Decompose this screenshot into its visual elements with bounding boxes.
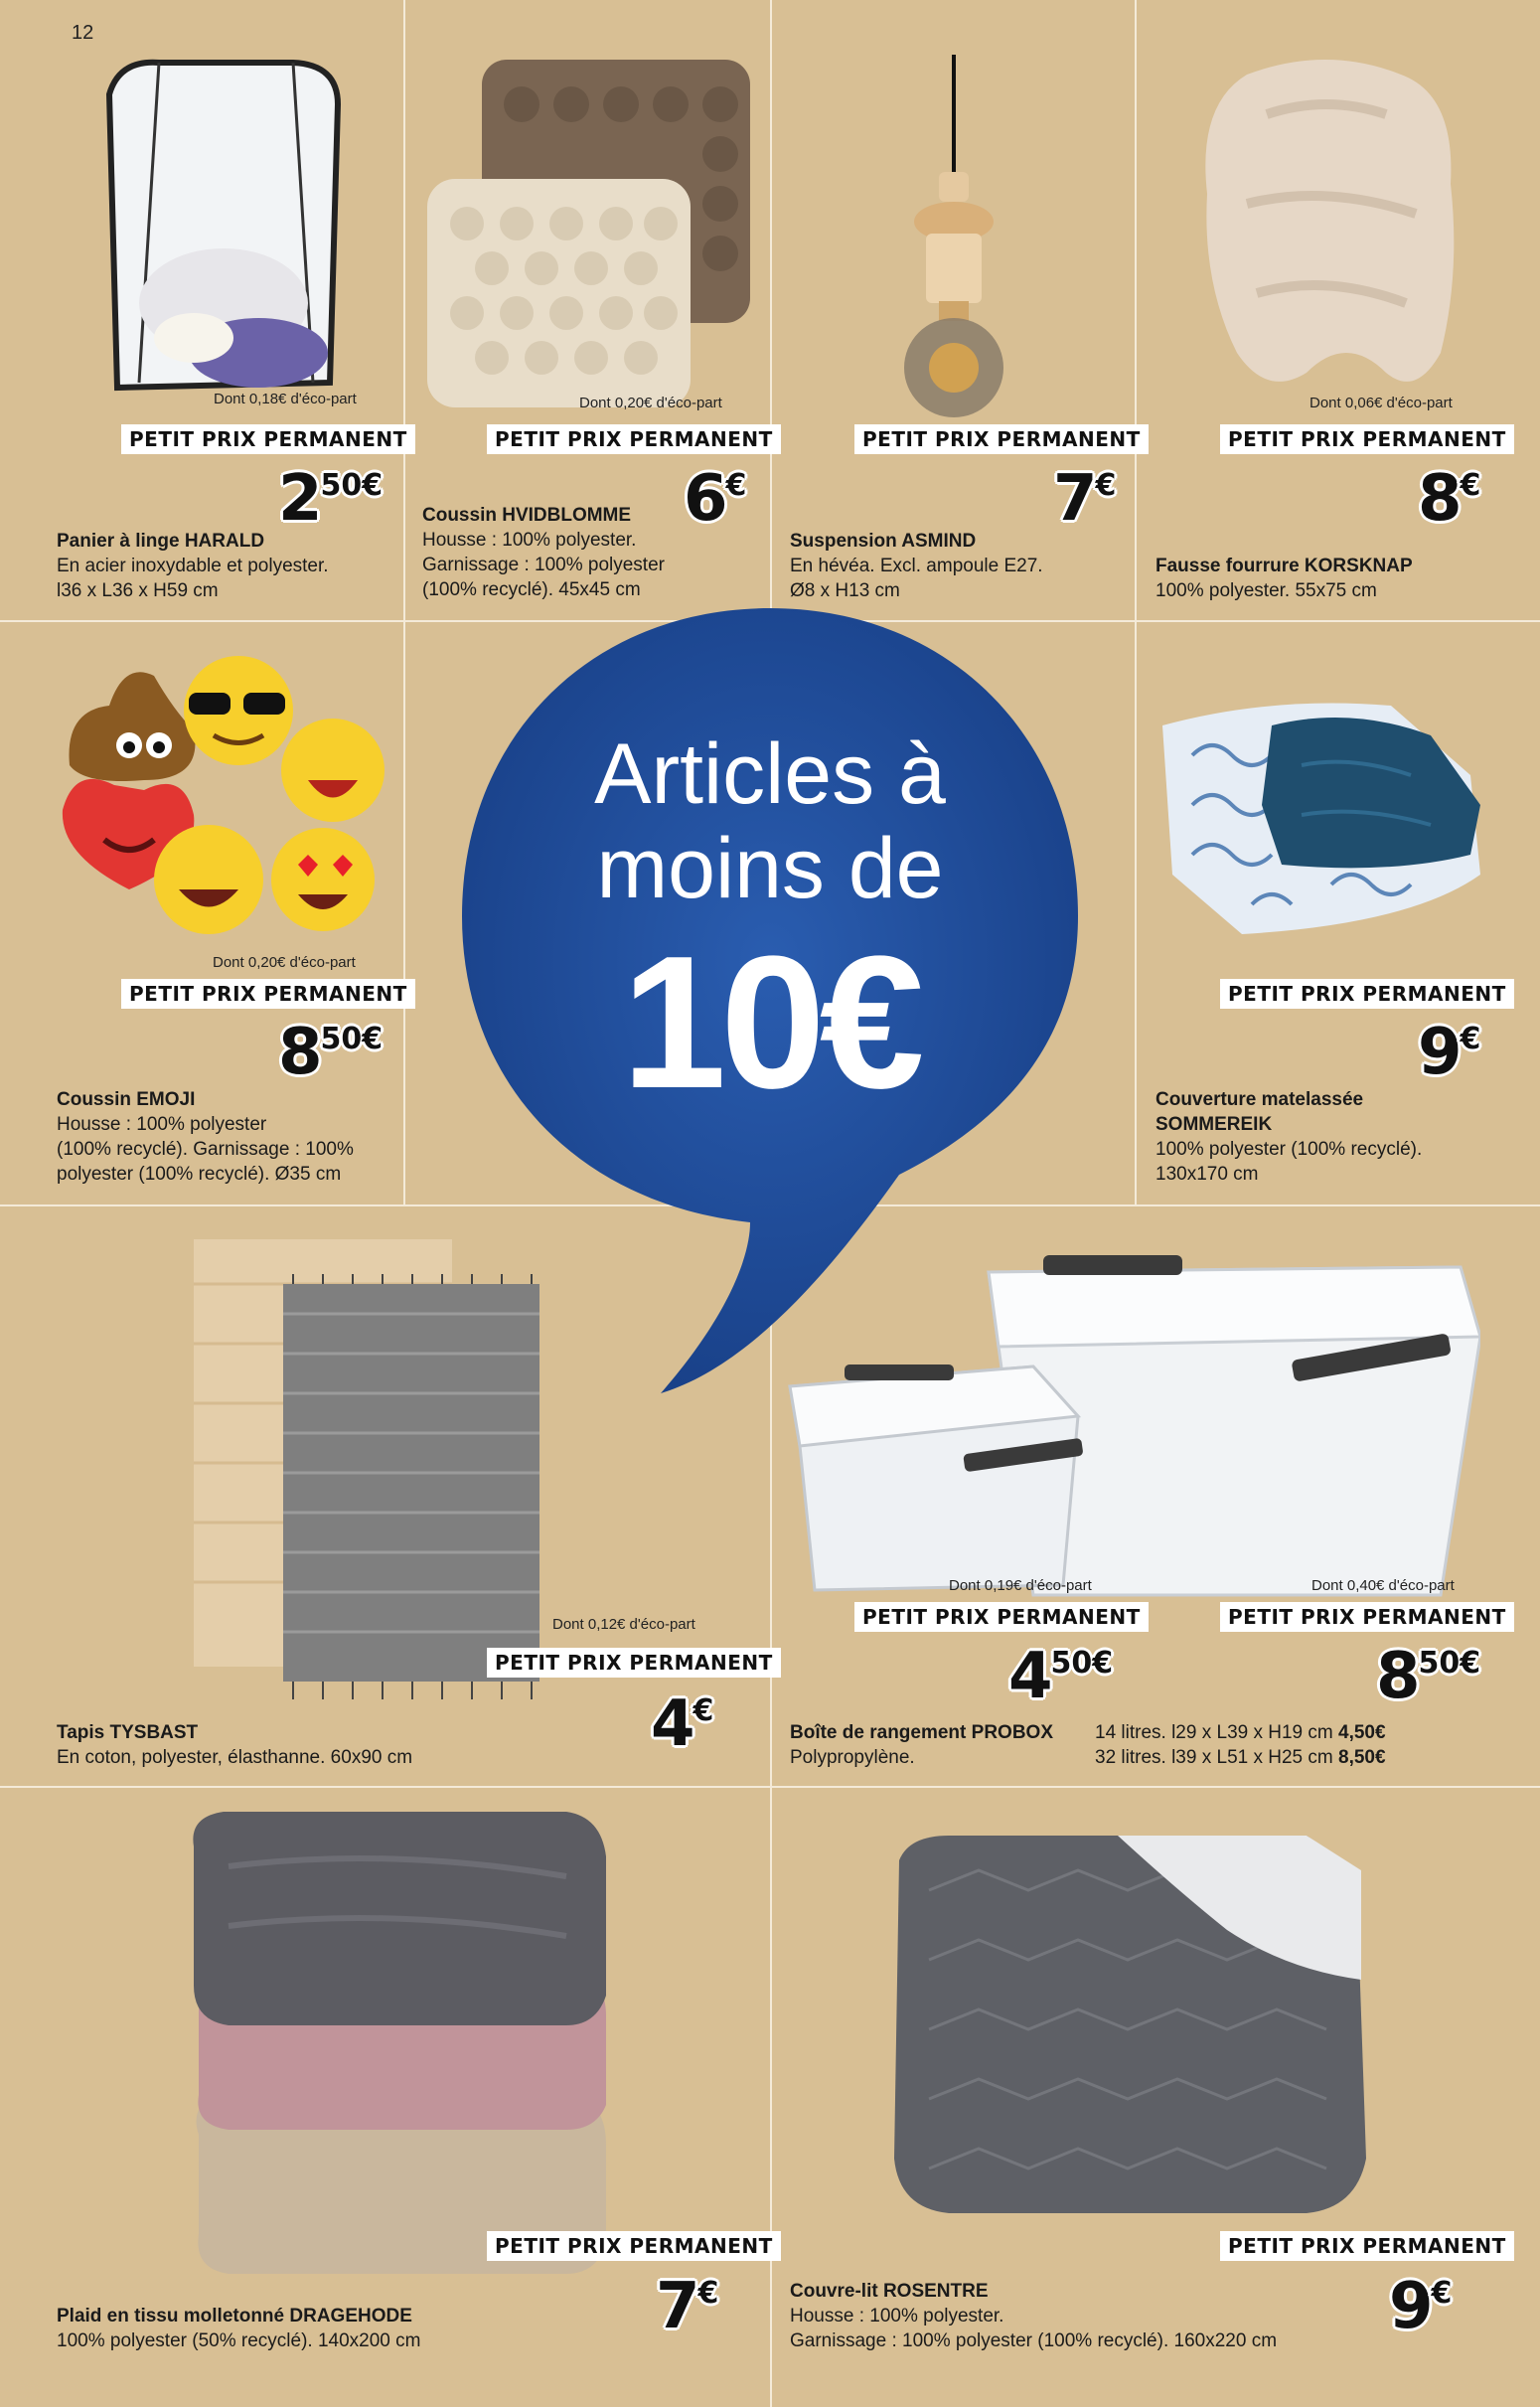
quilted-blanket-image bbox=[1153, 696, 1485, 944]
description-harald: Panier à linge HARALD En acier inoxydable et polyester. l36 x L36 x H59 cm bbox=[57, 531, 329, 601]
promo-line-2: moins de bbox=[596, 821, 944, 916]
price-tysbast: 4€ bbox=[651, 1687, 714, 1761]
eco-part-note: Dont 0,20€ d'éco-part bbox=[213, 954, 356, 971]
petit-prix-badge: PETIT PRIX PERMANENT bbox=[487, 2231, 781, 2261]
price-probox-small: 450€ bbox=[1008, 1640, 1114, 1713]
laundry-basket-image bbox=[99, 55, 348, 398]
petit-prix-badge: PETIT PRIX PERMANENT bbox=[1220, 424, 1514, 454]
divider bbox=[0, 1786, 1540, 1788]
divider bbox=[403, 620, 405, 1204]
price-rosentre: 9€ bbox=[1389, 2270, 1453, 2343]
fleece-throw-image bbox=[189, 1807, 616, 2279]
cushion-image bbox=[422, 55, 755, 412]
divider bbox=[403, 0, 405, 620]
eco-part-note: Dont 0,12€ d'éco-part bbox=[552, 1616, 695, 1633]
price-korsknap: 8€ bbox=[1418, 462, 1481, 536]
page-number: 12 bbox=[72, 22, 94, 44]
eco-part-note: Dont 0,18€ d'éco-part bbox=[214, 391, 357, 407]
pendant-lamp-image bbox=[884, 55, 1023, 417]
eco-part-note: Dont 0,06€ d'éco-part bbox=[1309, 395, 1453, 411]
description-probox: Boîte de rangement PROBOX Polypropylène. bbox=[790, 1722, 1053, 1768]
description-emoji: Coussin EMOJI Housse : 100% polyester (100% recyclé). Garnissage : 100% polyester (100% recyclé). Ø35 cm bbox=[57, 1089, 354, 1185]
rug-image bbox=[184, 1224, 546, 1706]
price-harald: 250€ bbox=[278, 462, 384, 536]
description-rosentre: Couvre-lit ROSENTRE Housse : 100% polyester. Garnissage : 100% polyester (100% recyclé). 160x220 cm bbox=[790, 2281, 1278, 2351]
description-korsknap: Fausse fourrure KORSKNAP 100% polyester. 55x75 cm bbox=[1155, 556, 1413, 601]
petit-prix-badge: PETIT PRIX PERMANENT bbox=[1220, 1602, 1514, 1632]
storage-boxes-image bbox=[785, 1247, 1480, 1600]
promo-line-1: Articles à bbox=[594, 726, 946, 822]
description-sommereik: Couverture matelassée SOMMEREIK 100% polyester (100% recyclé). 130x170 cm bbox=[1155, 1089, 1423, 1185]
eco-part-note: Dont 0,19€ d'éco-part bbox=[949, 1577, 1092, 1594]
probox-sizes: 14 litres. l29 x L39 x H19 cm 4,50€ 32 litres. l39 x L51 x H25 cm 8,50€ bbox=[1095, 1722, 1386, 1768]
eco-part-note: Dont 0,40€ d'éco-part bbox=[1311, 1577, 1455, 1594]
price-sommereik: 9€ bbox=[1418, 1016, 1481, 1089]
price-dragehode: 7€ bbox=[656, 2270, 719, 2343]
petit-prix-badge: PETIT PRIX PERMANENT bbox=[854, 424, 1149, 454]
divider bbox=[770, 0, 772, 620]
description-tysbast: Tapis TYSBAST En coton, polyester, élasthanne. 60x90 cm bbox=[57, 1722, 413, 1768]
eco-part-note: Dont 0,20€ d'éco-part bbox=[579, 395, 722, 411]
description-hvidblomme: Coussin HVIDBLOMME Housse : 100% polyester. Garnissage : 100% polyester (100% recyclé). 45x45 cm bbox=[422, 505, 665, 600]
bedspread-image bbox=[889, 1831, 1376, 2218]
price-probox-large: 850€ bbox=[1376, 1640, 1481, 1713]
price-hvidblomme: 6€ bbox=[684, 462, 747, 536]
petit-prix-badge: PETIT PRIX PERMANENT bbox=[487, 424, 781, 454]
petit-prix-badge: PETIT PRIX PERMANENT bbox=[854, 1602, 1149, 1632]
price-asmind: 7€ bbox=[1053, 462, 1117, 536]
emoji-cushions-image bbox=[55, 651, 387, 944]
petit-prix-badge: PETIT PRIX PERMANENT bbox=[1220, 2231, 1514, 2261]
petit-prix-badge: PETIT PRIX PERMANENT bbox=[487, 1648, 781, 1678]
faux-fur-image bbox=[1187, 55, 1465, 398]
petit-prix-badge: PETIT PRIX PERMANENT bbox=[121, 979, 415, 1009]
description-dragehode: Plaid en tissu molletonné DRAGEHODE 100% polyester (50% recyclé). 140x200 cm bbox=[57, 2306, 421, 2351]
price-emoji: 850€ bbox=[278, 1016, 384, 1089]
divider bbox=[1135, 0, 1137, 1204]
divider bbox=[770, 1204, 772, 2407]
promo-amount: 10€ bbox=[621, 917, 919, 1128]
petit-prix-badge: PETIT PRIX PERMANENT bbox=[121, 424, 415, 454]
petit-prix-badge: PETIT PRIX PERMANENT bbox=[1220, 979, 1514, 1009]
description-asmind: Suspension ASMIND En hévéa. Excl. ampoule E27. Ø8 x H13 cm bbox=[790, 531, 1043, 601]
